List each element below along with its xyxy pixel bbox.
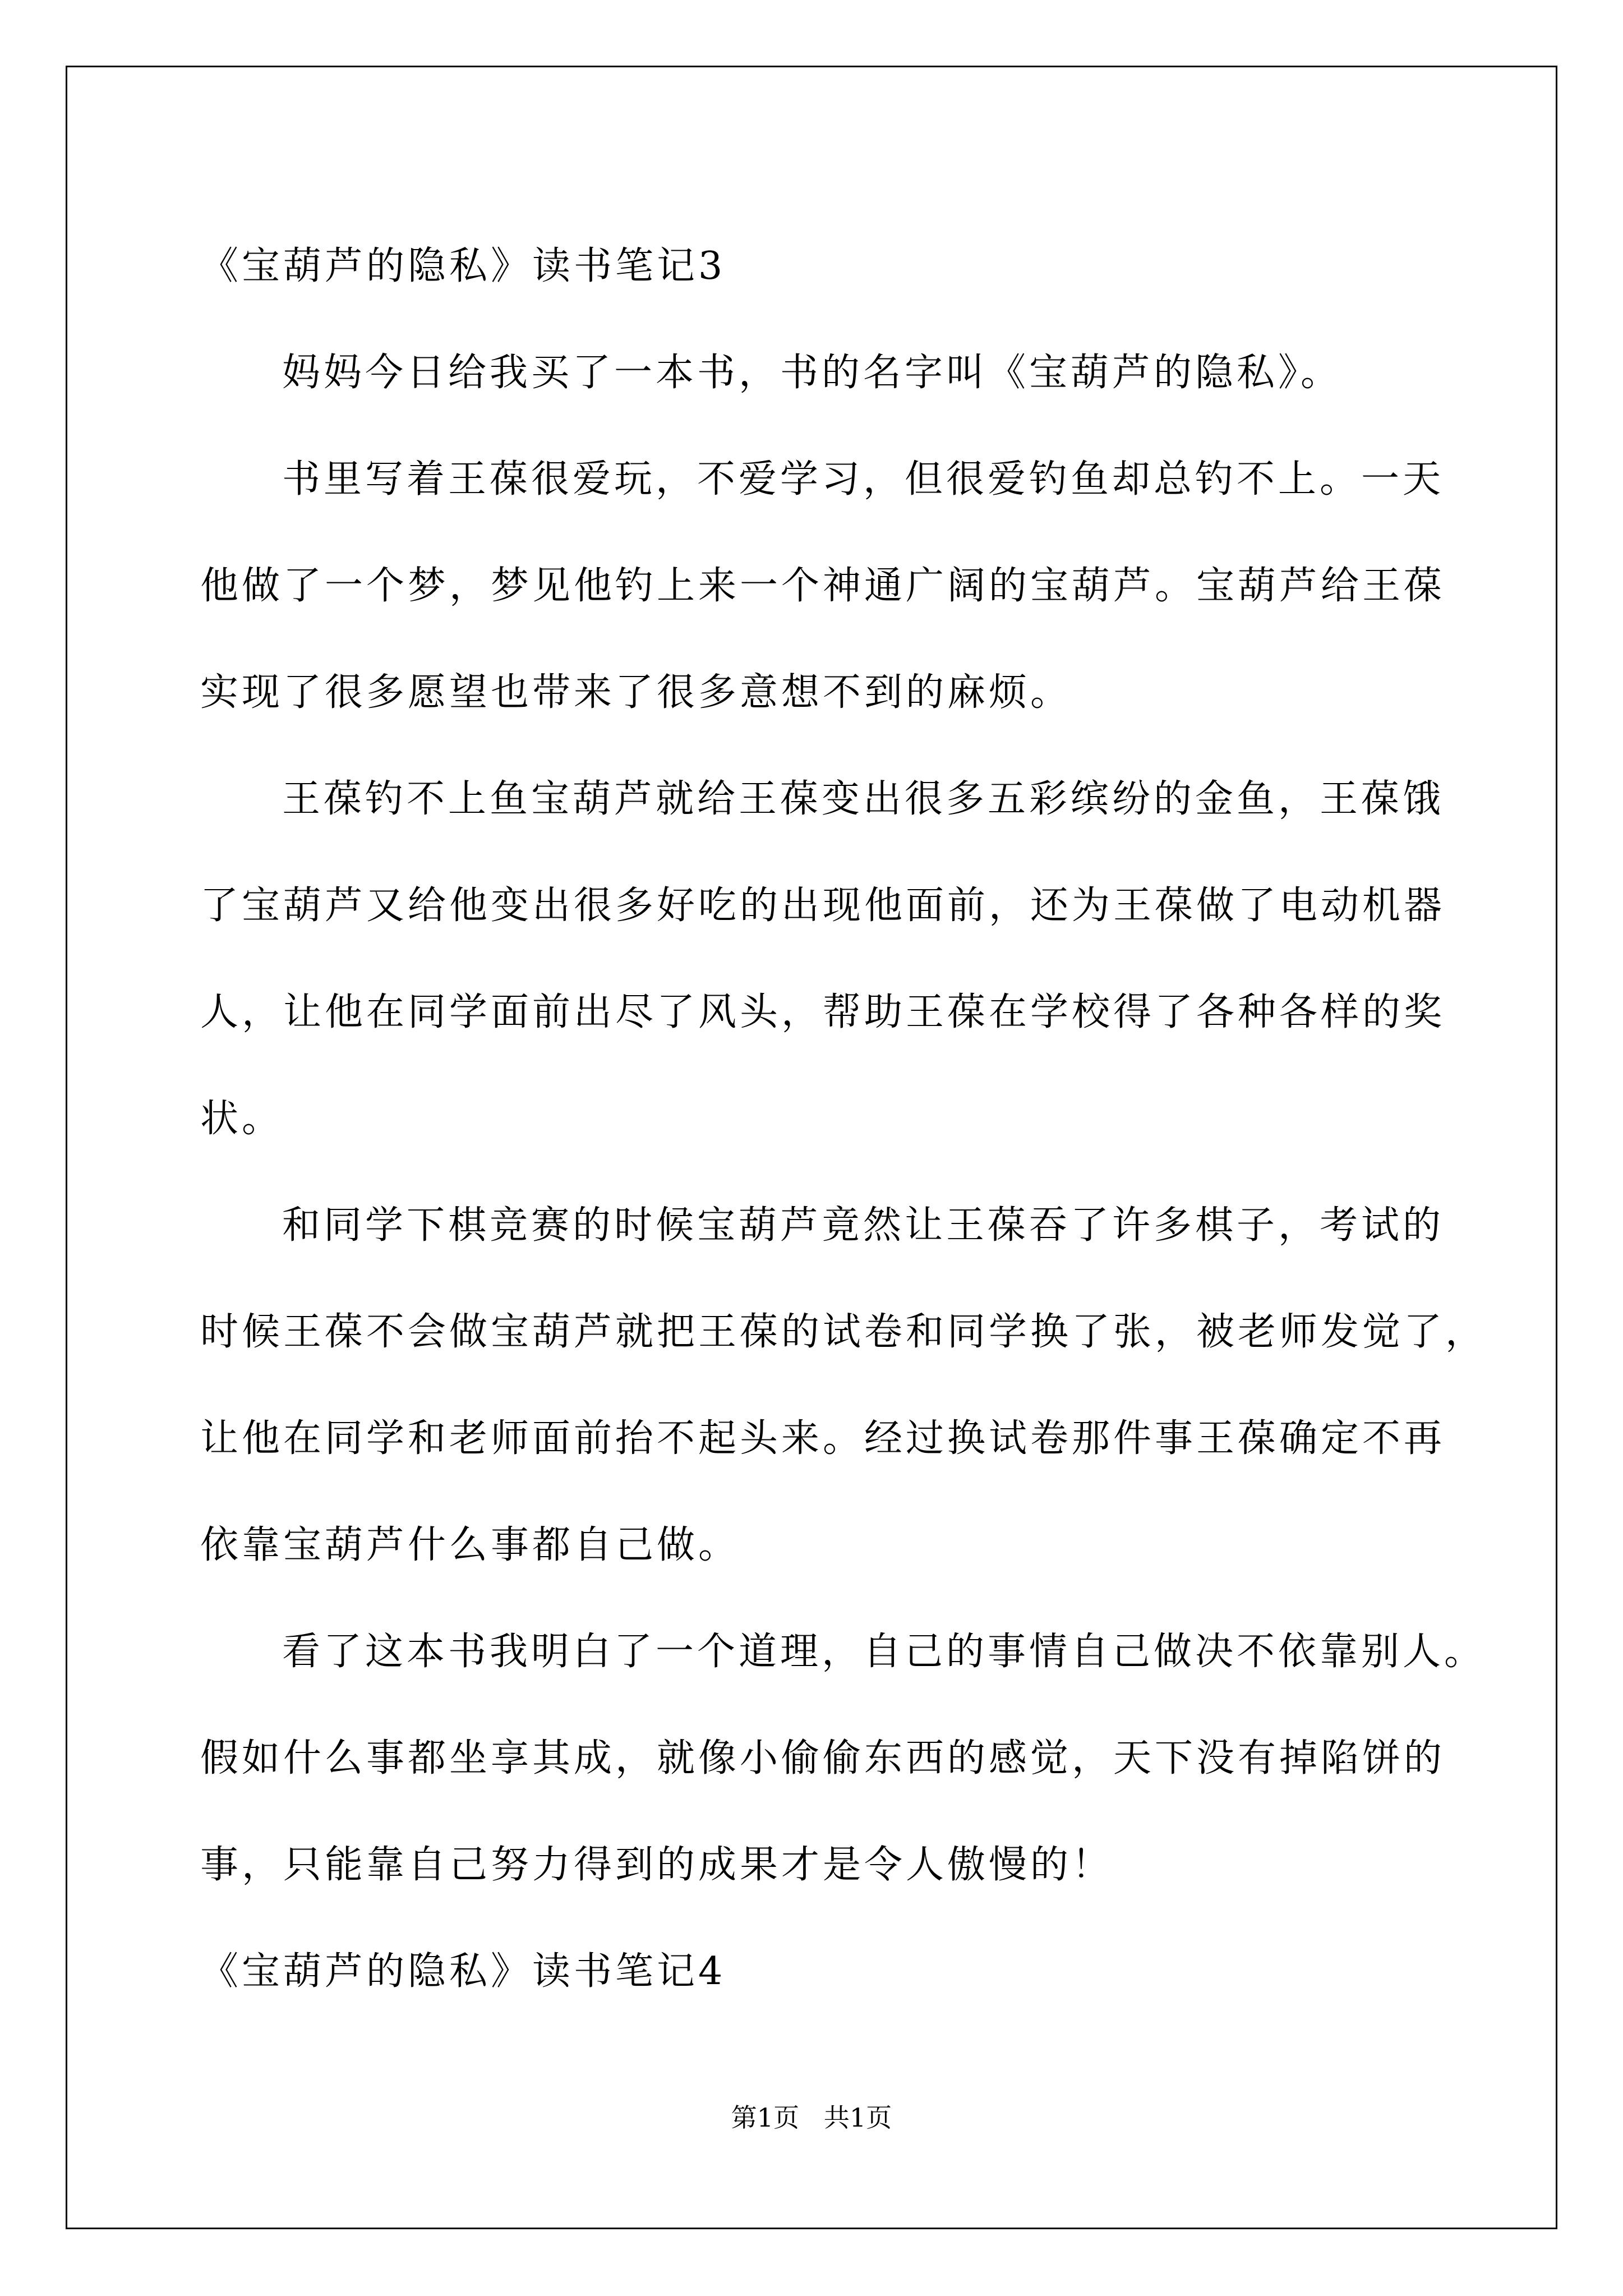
paragraph-line: 状。 (200, 1097, 284, 1141)
paragraph-line: 他做了一个梦，梦见他钓上来一个神通广阔的宝葫芦。宝葫芦给王葆 (200, 564, 1446, 608)
paragraph-line: 依靠宝葫芦什么事都自己做。 (200, 1523, 740, 1567)
paragraph-line: 王葆钓不上鱼宝葫芦就给王葆变出很多五彩缤纷的金鱼，王葆饿 (282, 777, 1445, 821)
paragraph-line: 和同学下棋竞赛的时候宝葫芦竟然让王葆吞了许多棋子，考试的 (282, 1203, 1445, 1248)
paragraph-line: 实现了很多愿望也带来了很多意想不到的麻烦。 (200, 670, 1072, 715)
section-heading: 《宝葫芦的隐私》读书笔记3 (200, 244, 726, 288)
paragraph-line: 看了这本书我明白了一个道理，自己的事情自己做决不依靠别人。 (282, 1630, 1486, 1674)
page-footer: 第1页 共1页 (731, 2102, 892, 2133)
section-heading: 《宝葫芦的隐私》读书笔记4 (200, 1949, 726, 1994)
paragraph-line: 让他在同学和老师面前抬不起头来。经过换试卷那件事王葆确定不再 (200, 1416, 1446, 1461)
paragraph-line: 书里写着王葆很爱玩，不爱学习，但很爱钓鱼却总钓不上。一天 (282, 457, 1445, 501)
document-body (200, 213, 1487, 2025)
paragraph-line: 妈妈今日给我买了一本书，书的名字叫《宝葫芦的隐私》。 (282, 351, 1343, 395)
paragraph-line: 了宝葫芦又给他变出很多好吃的出现他面前，还为王葆做了电动机器 (200, 884, 1446, 928)
paragraph-line: 人，让他在同学面前出尽了风头，帮助王葆在学校得了各种各样的奖 (200, 990, 1446, 1034)
paragraph-line: 事，只能靠自己努力得到的成果才是令人傲慢的！ (200, 1843, 1114, 1887)
paragraph-line: 时候王葆不会做宝葫芦就把王葆的试卷和同学换了张，被老师发觉了， (200, 1310, 1487, 1354)
paragraph-line: 假如什么事都坐享其成，就像小偷偷东西的感觉，天下没有掉陷饼的 (200, 1736, 1446, 1780)
